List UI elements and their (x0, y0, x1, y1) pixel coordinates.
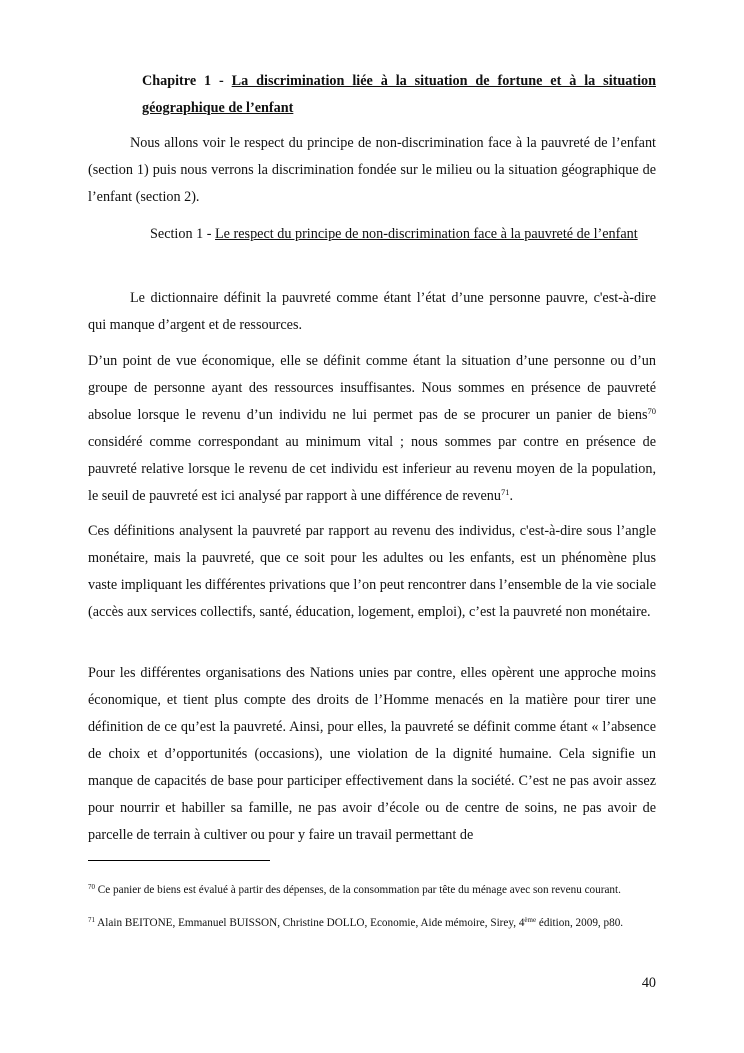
footnote-71-number: 71 (88, 916, 95, 924)
footnote-ref-70[interactable]: 70 (647, 406, 656, 416)
page-number: 40 (641, 975, 656, 991)
footnote-71-superscript: ème (524, 916, 537, 924)
chapter-title: La discrimination liée à la situation de fortune et à la situation géographique de l’enfant (142, 73, 656, 116)
paragraph-monetary: Ces définitions analysent la pauvreté par rapport au revenu des individus, c'est-à-dire sous l’angle monétaire, mais la pauvreté, que ce soit pour les adultes ou les enfants, est un phénomène plus vaste impliquant les différentes privations que l’on peut rencontrer dans l’ensemble de la vie sociale (accès aux services collectifs, santé, éducation, logement, emploi), c’est la pauvreté non monétaire. (88, 523, 656, 620)
footnote-70-text: Ce panier de biens est évalué à partir des dépenses, de la consommation par tête du ménage avec son revenu courant. (95, 884, 621, 896)
paragraph-economic (88, 348, 656, 510)
paragraph-definition: Le dictionnaire définit la pauvreté comme étant l’état d’une personne pauvre, c'est-à-dire qui manque d’argent et de ressources. (88, 290, 656, 333)
footnote-separator (88, 860, 270, 861)
paragraph-economic-part1: D’un point de vue économique, elle se définit comme étant la situation d’une personne ou d’un groupe de personne ayant des ressources insuffisantes. Nous sommes en présence de pauvreté absolue lorsque le revenu d’un individu ne lui permet pas de se procurer un panier de biens (88, 353, 656, 423)
paragraph-economic-part3: . (509, 488, 513, 504)
chapter-prefix: Chapitre 1 - (142, 73, 232, 89)
footnote-70-number: 70 (88, 883, 95, 891)
section-title: Le respect du principe de non-discrimination face à la pauvreté de l’enfant (215, 226, 638, 242)
footnote-71-text-a: Alain BEITONE, Emmanuel BUISSON, Christine DOLLO, Economie, Aide mémoire, Sirey, 4 (95, 917, 525, 929)
paragraph-un-approach: Pour les différentes organisations des Nations unies par contre, elles opèrent une approche moins économique, et tient plus compte des droits de l’Homme menacés en la matière pour tirer une définition de ce qu’est la pauvreté. Ainsi, pour elles, la pauvreté se définit comme étant « l’absence de choix et d’opportunités (occasions), une violation de la dignité humaine. Cela signifie un manque de capacités de base pour participer effectivement dans la société. C’est ne pas avoir assez pour nourrir et habiller sa famille, ne pas avoir d’école ou de centre de soins, ne pas avoir de parcelle de terrain à cultiver ou pour y faire un travail permettant de (88, 665, 656, 843)
chapter-heading (142, 68, 656, 122)
paragraph-economic-part2: considéré comme correspondant au minimum vital ; nous sommes par contre en présence de pauvreté relative lorsque le revenu de cet individu est inferieur au revenu moyen de la population, le seuil de pauvreté est ici analysé par rapport à une différence de revenu (88, 434, 656, 504)
section-heading (150, 221, 656, 248)
intro-paragraph: Nous allons voir le respect du principe de non-discrimination face à la pauvreté de l’enfant (section 1) puis nous verrons la discrimination fondée sur le milieu ou la situation géographique de l’enfant (section 2). (88, 135, 656, 205)
footnote-71-text-b: édition, 2009, p80. (536, 917, 624, 929)
footnote-70 (88, 884, 656, 898)
footnote-71 (88, 913, 656, 933)
section-prefix: Section 1 - (150, 226, 216, 242)
footnote-ref-71[interactable]: 71 (500, 487, 510, 497)
